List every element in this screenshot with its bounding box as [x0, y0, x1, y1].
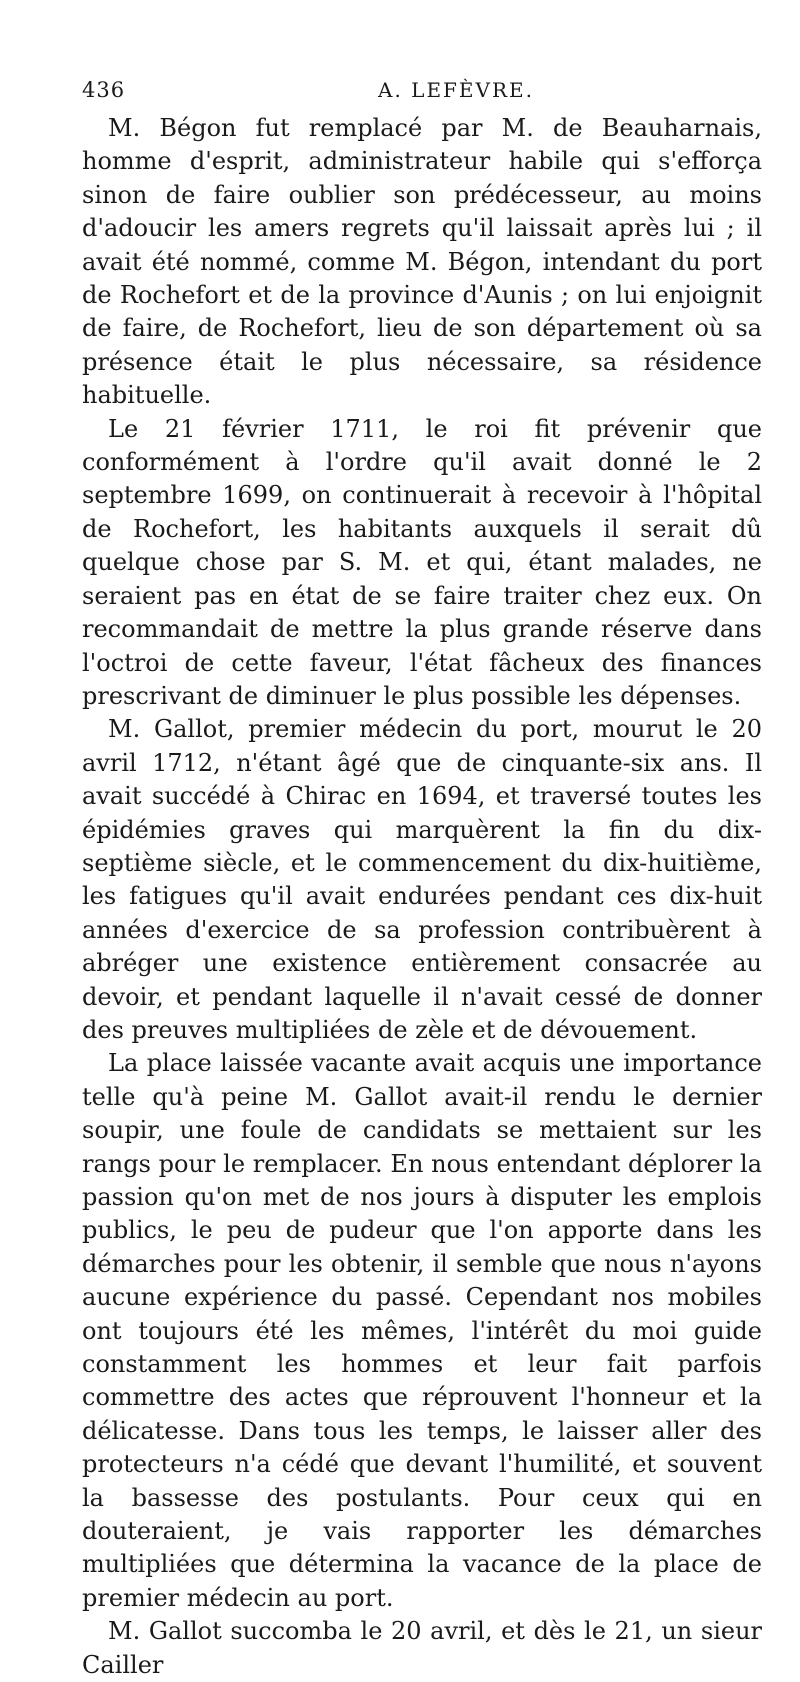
paragraph-2: Le 21 février 1711, le roi fit prévenir que conformément à l'ordre qu'il avait donné le 2 septembre 1699, on continuerait à recevoir à l'hôpital de Rochefort, les habitants auxquels il serait dû quelque chose par S. M. et qui, étant malades, ne seraient pas en état de se faire traiter chez eux. On recommandait de mettre la plus grande réserve dans l'octroi de cette faveur, l'état fâcheux des finances prescrivant de diminuer le plus possible les dépenses. [82, 414, 762, 710]
body-text [82, 112, 762, 1682]
page-number: 436 [82, 78, 126, 102]
paragraph-1: M. Bégon fut remplacé par M. de Beauharnais, homme d'esprit, administrateur habile qui s'efforça sinon de faire oublier son prédécesseur, au moins d'adoucir les amers regrets qu'il laissait après lui ; il avait été nommé, comme M. Bégon, intendant du port de Rochefort et de la province d'Aunis ; on lui enjoignit de faire, de Rochefort, lieu de son département où sa présence était le plus nécessaire, sa résidence habituelle. [82, 114, 762, 410]
running-head [82, 78, 760, 106]
running-head-author: A. LEFÈVRE. [378, 78, 534, 102]
paragraph-5: M. Gallot succomba le 20 avril, et dès le 21, un sieur Cailler [82, 1617, 762, 1679]
paragraph-4: La place laissée vacante avait acquis une importance telle qu'à peine M. Gallot avait-il rendu le dernier soupir, une foule de candidats se mettaient sur les rangs pour le remplacer. En nous entendant déplorer la passion qu'on met de nos jours à disputer les emplois publics, le peu de pudeur que l'on apporte dans les démarches pour les obtenir, il semble que nous n'ayons aucune expérience du passé. Cependant nos mobiles ont toujours été les mêmes, l'intérêt du moi guide constamment les hommes et leur fait parfois commettre des actes que réprouvent l'honneur et la délicatesse. Dans tous les temps, le laisser aller des protecteurs n'a cédé que devant l'humilité, et souvent la bassesse des postulants. Pour ceux qui en douteraient, je vais rapporter les démarches multipliées que détermina la vacance de la place de premier médecin au port. [82, 1049, 762, 1612]
paragraph-3: M. Gallot, premier médecin du port, mourut le 20 avril 1712, n'étant âgé que de cinquante-six ans. Il avait succédé à Chirac en 1694, et traversé toutes les épidémies graves qui marquèrent la fin du dix-septième siècle, et le commencement du dix-huitième, les fatigues qu'il avait endurées pendant ces dix-huit années d'exercice de sa profession contribuèrent à abréger une existence entièrement consacrée au devoir, et pendant laquelle il n'avait cessé de donner des preuves multipliées de zèle et de dévouement. [82, 715, 762, 1044]
